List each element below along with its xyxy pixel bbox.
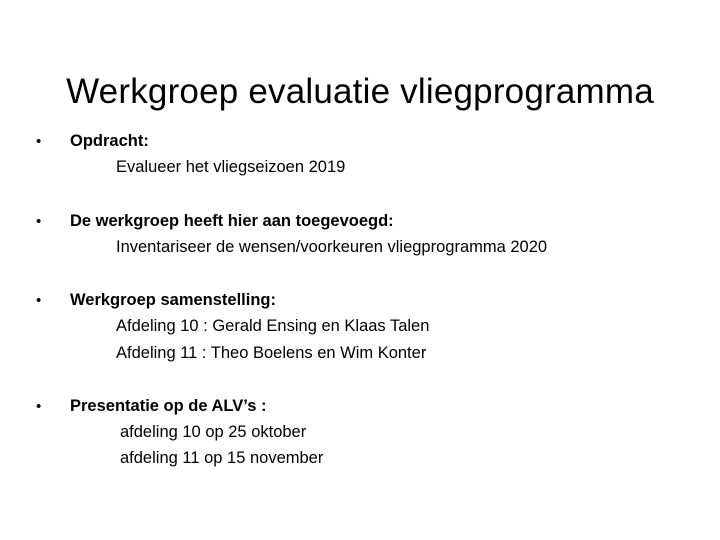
slide-title: Werkgroep evaluatie vliegprogramma <box>66 72 654 112</box>
bullet-heading: De werkgroep heeft hier aan toegevoegd: <box>70 212 394 230</box>
bullet-heading: Presentatie op de ALV’s : <box>70 397 267 415</box>
bullet-heading: Werkgroep samenstelling: <box>70 291 277 309</box>
bullet-dot-icon: • <box>36 398 42 415</box>
bullet-dot-icon: • <box>36 292 42 309</box>
bullet-subline: Afdeling 10 : Gerald Ensing en Klaas Talen <box>116 317 430 335</box>
bullet-heading: Opdracht: <box>70 132 149 150</box>
bullet-dot-icon: • <box>36 213 42 230</box>
bullet-dot-icon: • <box>36 133 42 150</box>
bullet-subline: afdeling 11 op 15 november <box>120 449 324 467</box>
bullet-subline: afdeling 10 op 25 oktober <box>120 423 307 441</box>
bullet-subline: Afdeling 11 : Theo Boelens en Wim Konter <box>116 344 427 362</box>
bullet-subline: Inventariseer de wensen/voorkeuren vliegprogramma 2020 <box>116 238 548 256</box>
bullet-subline: Evalueer het vliegseizoen 2019 <box>116 158 346 176</box>
